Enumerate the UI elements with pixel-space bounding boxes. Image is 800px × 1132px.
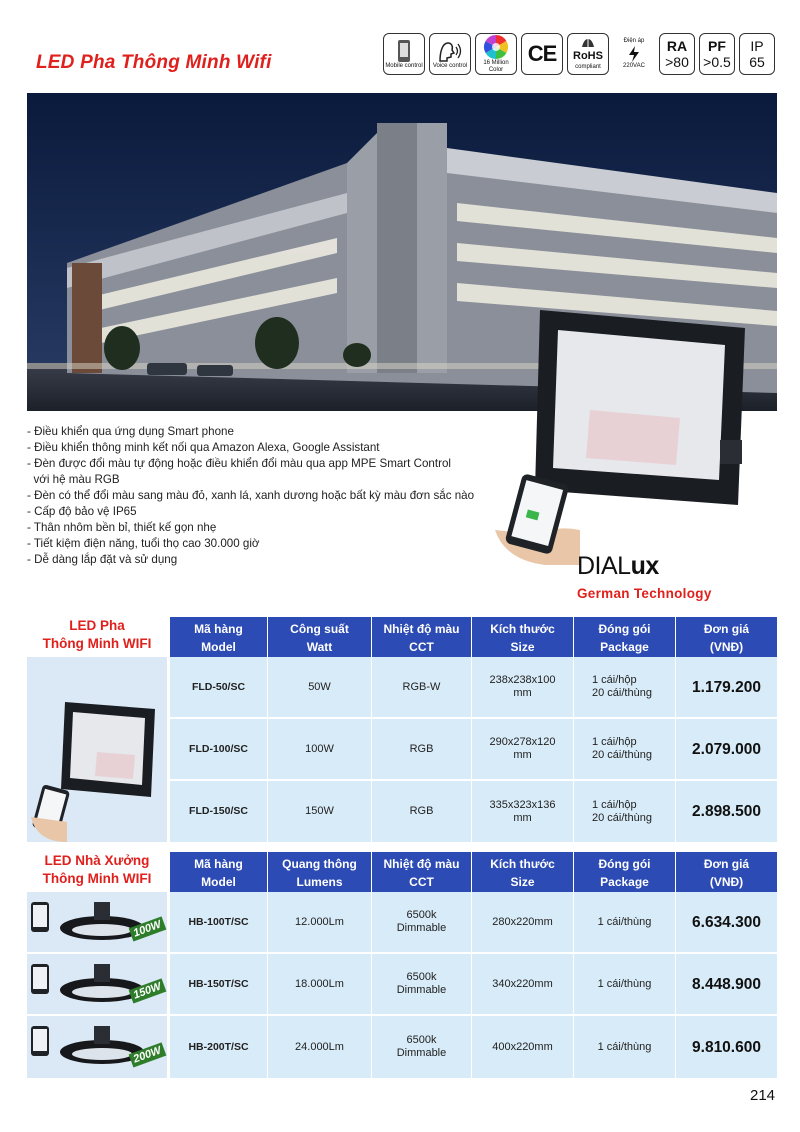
cell-model: HB-200T/SC	[170, 1016, 268, 1078]
feature-item: - Tiết kiệm điện năng, tuổi thọ cao 30.000 giờ	[27, 537, 260, 550]
section-label-line2: Thông Minh WIFI	[42, 871, 152, 886]
table-header	[170, 852, 777, 892]
cell-size: 340x220mm	[472, 954, 574, 1014]
header-price: Đơn giá (VNĐ)	[703, 622, 750, 654]
rohs-label: RoHS	[573, 50, 603, 62]
cell-model: FLD-50/SC	[170, 657, 268, 717]
cell-price: 9.810.600	[692, 1038, 761, 1056]
ce-icon: CE	[527, 41, 557, 66]
cell-cct: RGB-W	[372, 657, 472, 717]
cell-price: 2.079.000	[692, 740, 761, 758]
section-label-line1: LED Pha	[69, 618, 125, 633]
spec-name: RA	[666, 38, 688, 54]
voice-icon	[436, 39, 464, 63]
feature-list	[27, 424, 497, 568]
cell-size: 400x220mm	[472, 1016, 574, 1078]
highbay-thumbnail	[27, 892, 167, 952]
cell-lumens: 12.000Lm	[268, 892, 372, 952]
badge-caption: Voice control	[432, 62, 468, 69]
dialux-suffix: ux	[630, 552, 659, 580]
header-model: Mã hàng Model	[170, 617, 268, 657]
header-model: Mã hàng Model	[170, 852, 268, 892]
table-row	[170, 657, 777, 719]
cell-model: HB-100T/SC	[170, 892, 268, 952]
spec-value: >0.5	[703, 54, 731, 70]
highbay-thumbnail	[27, 954, 167, 1014]
cell-package: 1 cái/hộp 20 cái/thùng	[574, 719, 676, 779]
mobile-icon	[396, 39, 412, 63]
header-cct: Nhiệt độ màu CCT	[372, 852, 472, 892]
cell-package: 1 cái/thùng	[574, 892, 676, 952]
feature-item: - Dễ dàng lắp đặt và sử dụng	[27, 553, 178, 566]
page-title: LED Pha Thông Minh Wifi	[36, 52, 272, 73]
wattage-tag: 200W	[129, 1042, 166, 1067]
cell-package: 1 cái/thùng	[574, 1016, 676, 1078]
section-label	[27, 617, 167, 657]
cell-size: 335x323x136 mm	[472, 781, 574, 842]
cell-model: HB-150T/SC	[170, 954, 268, 1014]
cell-price: 8.448.900	[692, 975, 761, 993]
dialux-logo	[577, 552, 659, 581]
cell-package: 1 cái/thùng	[574, 954, 676, 1014]
floodlight-thumbnail	[27, 657, 167, 842]
header-package: Đóng gói Package	[574, 617, 676, 657]
table-row	[170, 1016, 777, 1078]
voice-control-badge	[429, 33, 471, 75]
color-wheel-icon	[483, 34, 509, 60]
table-body	[170, 892, 777, 1078]
cell-price: 6.634.300	[692, 913, 761, 931]
badge-caption: Mobile control	[385, 62, 423, 69]
header-lumens: Quang thông Lumens	[268, 852, 372, 892]
cell-power: 150W	[268, 781, 372, 842]
cell-price: 1.179.200	[692, 678, 761, 696]
cell-lumens: 24.000Lm	[268, 1016, 372, 1078]
header-price: Đơn giá (VNĐ)	[703, 857, 750, 889]
wattage-tag: 100W	[129, 916, 166, 941]
table-header	[170, 617, 777, 657]
pf-badge	[699, 33, 735, 75]
wattage-tag: 150W	[129, 978, 166, 1003]
feature-item: - Điều khiển qua ứng dụng Smart phone	[27, 425, 234, 438]
smartphone-hand-image	[485, 470, 585, 570]
feature-item: - Điều khiển thông minh kết nối qua Amazon Alexa, Google Assistant	[27, 441, 380, 454]
certification-badges	[383, 33, 775, 75]
voltage-badge	[613, 33, 655, 75]
color-badge	[475, 33, 517, 75]
floodlight-price-table	[27, 617, 777, 842]
cell-cct: 6500k Dimmable	[372, 892, 472, 952]
table-body	[170, 657, 777, 842]
rohs-badge	[567, 33, 609, 75]
header-power: Công suất Watt	[268, 617, 372, 657]
spec-value: >80	[665, 54, 689, 70]
highbay-price-table	[27, 852, 777, 1078]
cell-model: FLD-150/SC	[170, 781, 268, 842]
cell-price: 2.898.500	[692, 803, 761, 820]
cell-power: 100W	[268, 719, 372, 779]
cell-lumens: 18.000Lm	[268, 954, 372, 1014]
highbay-thumbnail	[27, 1016, 167, 1078]
header-package: Đóng gói Package	[574, 852, 676, 892]
dialux-subtitle: German Technology	[577, 586, 712, 601]
feature-item: - Thân nhôm bền bỉ, thiết kế gọn nhẹ	[27, 521, 217, 534]
cell-power: 50W	[268, 657, 372, 717]
cell-size: 280x220mm	[472, 892, 574, 952]
mobile-control-badge	[383, 33, 425, 75]
spec-name: PF	[708, 38, 726, 54]
cell-cct: RGB	[372, 719, 472, 779]
badge-top-caption: Điện áp	[623, 38, 645, 44]
badge-caption: 16 Million Color	[483, 60, 509, 73]
ra-badge	[659, 33, 695, 75]
table-row	[170, 954, 777, 1016]
rohs-icon	[580, 37, 596, 49]
feature-item: - Đèn có thể đổi màu sang màu đỏ, xanh lá, xanh dương hoặc bất kỳ màu đơn sắc nào	[27, 489, 475, 502]
header-size: Kích thước Size	[472, 617, 574, 657]
table-row	[170, 781, 777, 842]
section-label-line1: LED Nhà Xưởng	[44, 853, 150, 868]
header-size: Kích thước Size	[472, 852, 574, 892]
spec-value: 65	[749, 54, 765, 70]
feature-item: - Cấp độ bảo vệ IP65	[27, 505, 137, 518]
feature-item: với hệ màu RGB	[27, 473, 120, 486]
cell-size: 290x278x120 mm	[472, 719, 574, 779]
table-row	[170, 719, 777, 781]
section-label-line2: Thông Minh WIFI	[42, 636, 152, 651]
ce-badge	[521, 33, 563, 75]
cell-cct: RGB	[372, 781, 472, 842]
spec-name: IP	[750, 38, 764, 54]
ip-badge	[739, 33, 775, 75]
header-cct: Nhiệt độ màu CCT	[372, 617, 472, 657]
cell-cct: 6500k Dimmable	[372, 1016, 472, 1078]
page-number: 214	[750, 1087, 776, 1104]
table-row	[170, 892, 777, 954]
section-label	[27, 852, 167, 892]
cell-package: 1 cái/hộp 20 cái/thùng	[574, 657, 676, 717]
feature-item: - Đèn được đổi màu tự động hoặc điều khiển đổi màu qua app MPE Smart Control	[27, 457, 451, 470]
cell-package: 1 cái/hộp 20 cái/thùng	[574, 781, 676, 842]
cell-size: 238x238x100 mm	[472, 657, 574, 717]
voltage-icon	[626, 45, 642, 63]
cell-model: FLD-100/SC	[170, 719, 268, 779]
badge-caption: 220VAC	[623, 63, 645, 69]
badge-caption: compliant	[575, 64, 601, 70]
cell-cct: 6500k Dimmable	[372, 954, 472, 1014]
dialux-prefix: DIAL	[577, 552, 631, 580]
